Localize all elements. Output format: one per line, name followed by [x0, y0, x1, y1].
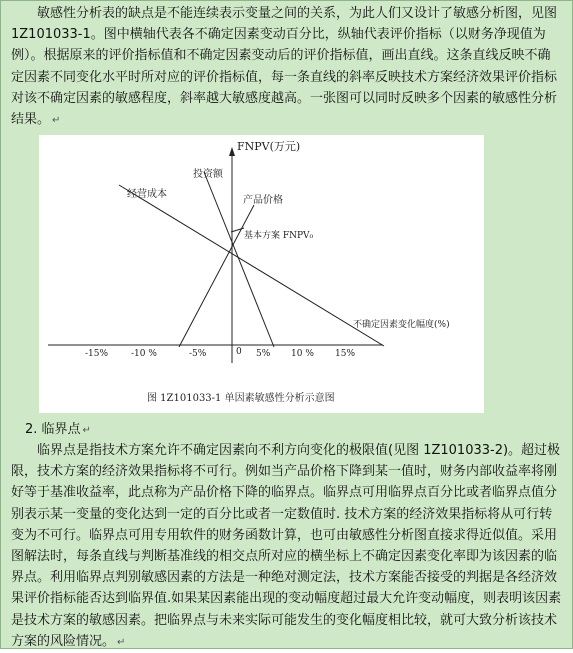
tick-neg10: -10 %	[131, 349, 157, 359]
paragraph-critical-point	[11, 440, 563, 653]
tick-pos5: 5%	[256, 349, 271, 359]
section-heading-critical-point	[11, 419, 563, 441]
y-axis-arrow	[229, 147, 235, 156]
paragraph-sensitivity-chart	[11, 3, 563, 131]
paragraph-text: 敏感性分析表的缺点是不能连续表示变量之间的关系，为此人们又设计了敏感分析图，见图 1Z101033-1。图中横轴代表各不确定因素变动百分比，纵轴代表评价指标（以财务净现值为例）。根据原来的评价指标值和不确定因素变动后的评价指标值，画出直线。这条直线反映不确定因素不同变化水平时所对应的评价指标值，每一条直线的斜率反映技术方案经济效果评价指标对该不确定因素的敏感程度，斜率越大敏感度越高。一张图可以同时反映多个因素的敏感性分析结果。	[11, 6, 558, 128]
base-scenario-label: 基本方案 FNPV₀	[244, 231, 314, 241]
tick-origin: 0	[236, 347, 242, 357]
base-pointer-line	[231, 228, 244, 232]
figure-caption: 图 1Z101033-1 单因素敏感性分析示意图	[147, 393, 335, 404]
price-line	[179, 205, 254, 347]
return-mark: ↵	[117, 636, 126, 648]
sensitivity-chart-svg	[39, 135, 484, 413]
return-mark: ↵	[52, 115, 61, 127]
section-heading-text: 2. 临界点	[25, 422, 81, 437]
sensitivity-analysis-figure	[39, 135, 484, 413]
investment-label: 投资额	[193, 169, 223, 180]
paragraph-text: 临界点是指技术方案允许不确定因素向不利方向变化的极限值(见图 1Z101033-2)。超过极限，技术方案的经济效果指标将不可行。例如当产品价格下降到某一值时，财务内部收益率将刚好等于基准收益率，此点称为产品价格下降的临界点。临界点可用临界点百分比或者临界点值分别表示某一变量的变化达到一定的百分比或者一定数值时. 技术方案的经济效果指标将从可行转变为不可行。临界点可用专用软件的财务函数计算，也可由敏感性分析图直接求得近似值。采用图解法时，每条直线与判断基准线的相交点所对应的横坐标上不确定因素变化率即为该因素的临界点。利用临界点判别敏感因素的方法是一种绝对测定法，技术方案能否接受的判据是各经济效果评价指标能否达到临界值.如果某因素能出现的变动幅度超过最大允许变动幅度，则表明该因素是技术方案的敏感因素。把临界点与未来实际可能发生的变化幅度相比较，就可大致分析该技术方案的风险情况。	[11, 443, 562, 649]
tick-neg15: -15%	[85, 349, 109, 359]
tick-neg5: -5%	[189, 349, 207, 359]
price-label: 产品价格	[243, 195, 283, 206]
y-axis-label: FNPV(万元)	[237, 140, 301, 153]
tick-pos10: 10 %	[291, 349, 314, 359]
return-mark: ↵	[82, 425, 91, 436]
x-axis-label: 不确定因素变化幅度(%)	[353, 320, 450, 330]
operating-cost-label: 经营成本	[127, 189, 167, 200]
tick-pos15: 15%	[335, 349, 356, 359]
